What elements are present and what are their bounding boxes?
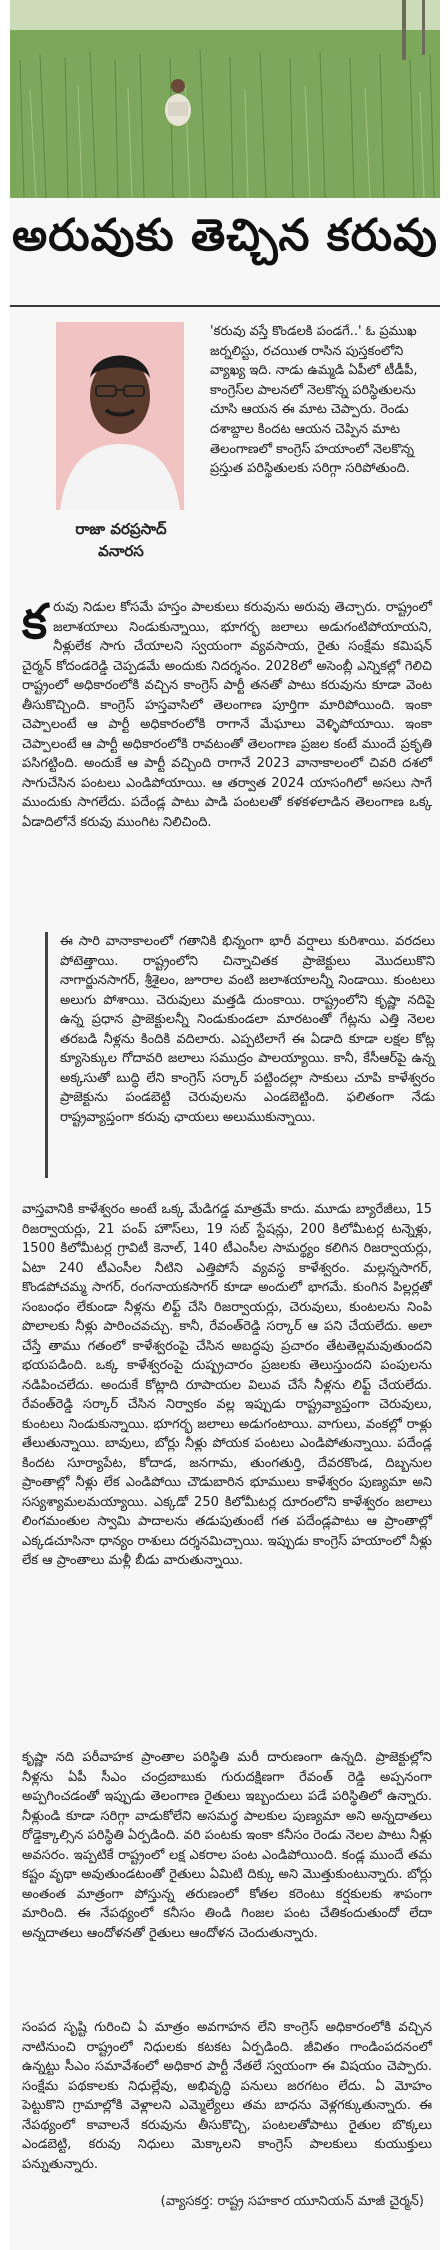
paragraph-4 [22,2018,432,2174]
highlight-box [45,932,435,1178]
author-footnote [10,2194,440,2212]
paragraph-1 [22,594,432,832]
author-portrait [56,322,184,510]
drop-cap: క [22,594,48,650]
highlight-text: ఈ సారి వానాకాలంలో గతానికి భిన్నంగా భారీ వర్షాలు కురిశాయి. వరదలు పోటెత్తాయి. రాష్ట్రంలోని చిన్నాచితక ప్రాజెక్టులు మొదలుకొని నాగార్జునసాగర్, శ్రీశైలం, జూరాల వంటి జలాశయాలన్నీ నిండాయి. కుంటలు అలుగు పోశాయి. చెరువులు మత్తడి దుంకాయి. రాష్ట్రంలోని కృష్ణా నదిపై ఉన్న ప్రధాన ప్రాజెక్టులన్నీ నిండుకుండలా మారటంతో గేట్లను ఎత్తి నెలల తరబడి నీళ్లను కిందికి వదిలారు. ఎప్పటిలాగే ఈ ఏడాది కూడా లక్షల కోట్ల క్యూసెక్కుల గోదావరి జలాలు సముద్రం పాలయ్యాయి. కానీ, కేసీఆర్‌పై ఉన్న అక్కసుతో బుద్ధి లేని కాంగ్రెస్ సర్కార్ పట్టిందల్లా సాకులు చూపి కాళేశ్వరం ప్రాజెక్టును పండబెట్టి చెరువులను ఎండబెట్టింది. ఫలితంగా నేడు రాష్ట్రవ్యాప్తంగా కరువు ఛాయలు అలుముకున్నాయి. [60,934,435,1125]
paddy-field-image [10,0,440,198]
author-place: వనారస [98,542,144,560]
article-title: అరువుకు తెచ్చిన కరువు [12,210,438,261]
author-photo [56,322,184,510]
paragraph-3 [22,1748,432,1943]
paragraph-2-text: వాస్తవానికి కాళేశ్వరం అంటే ఒక్క మేడిగడ్డ మాత్రమే కాదు. మూడు బ్యారేజీలు, 15 రిజర్వాయర్లు, 21 పంప్ హౌస్‌లు, 19 సబ్ స్టేషన్లు, 200 కిలోమీటర్ల టన్నెళ్లు, 1500 కిలోమీటర్ల గ్రావిటీ కెనాల్, 140 టీఎంసీల సామర్థ్యం కలిగిన రిజర్వాయర్లు, ఏటా 240 టీఎంసీల నీటిని ఎత్తిపోసే వ్యవస్థ కాళేశ్వరం. మల్లన్నసాగర్, కొండపోచమ్మ సాగర్, రంగనాయకసాగర్ కూడా అందులో భాగమే. కుంగిన పిల్లర్లతో సంబంధం లేకుండా నీళ్లను లిఫ్ట్ చేసి రిజర్వాయర్లు, చెరువులు, కుంటలను నింపి పొలాలకు నీళ్లు పారించవచ్చు. కానీ, రేవంత్‌రెడ్డి సర్కార్ ఆ పని చేయలేదు. అలా చేస్తే తాము గతంలో కాళేశ్వరంపై చేసిన అబద్ధపు ప్రచారం తేటతెల్లమవుతుందని భయపడింది. ఒక్క కాళేశ్వరంపై దుష్ప్రచారం ప్రజలకు తెలుస్తుందని పంపులను నడిపించలేదు. అందుకే కోట్లాది రూపాయల విలువ చేసే నీళ్లను లిఫ్ట్ చేయలేదు. రేవంత్‌రెడ్డి సర్కార్ చేసిన నిర్వాకం వల్ల ఇప్పుడు రాష్ట్రవ్యాప్తంగా చెరువులు, కుంటలు నిండుకున్నాయి. భూగర్భ జలాలు అడుగంటాయి. వాగులు, వంకల్లో రాళ్లు తేలుతున్నాయి. బావులు, బోర్లు నీళ్లు పోయక పంటలు ఎండిపోతున్నాయి. పదేండ్ల కిందట సూర్యాపేట, కోదాడ, జనగామ, తుంగతుర్తి, దేవరకొండ, దిబ్బనుల ప్రాంతాల్లో నీళ్లు లేక ఎండిపోయి చౌడుబారిన భూములు కాళేశ్వరం పుణ్యమా అని సస్యశ్యామలమయ్యాయి. ఎక్కడో 250 కిలోమీటర్ల దూరంలోని కాళేశ్వరం జలాలు లింగమంతుల స్వామి పాదాలను తడుపుతుంటే గత పదేండ్లపాటు ఆ ప్రాంతాల్లో ఎక్కడచూసినా ధాన్యం రాశులు దర్శనమిచ్చాయి. ఇప్పుడు కాంగ్రెస్ హయాంలో నీళ్లు లేక ఆ ప్రాంతాలు మళ్లీ బీడు వారుతున్నాయి. [22,1202,432,1568]
intro-column [210,322,435,479]
paragraph-3-text: కృష్ణా నది పరీవాహక ప్రాంతాల పరిస్థితి మరీ దారుణంగా ఉన్నది. ప్రాజెక్టుల్లోని నీళ్లను ఏపీ సీఎం చంద్రబాబుకు గురుదక్షిణగా రేవంత్ రెడ్డి అప్పనంగా అప్పగించడంతో ఇప్పుడు తెలంగాణ రైతులు ఇబ్బందులు పడే పరిస్థితిలో ఉన్నారు. నీళ్లుండి కూడా సరిగ్గా వాడుకోలేని అసమర్థ పాలకుల పుణ్యమా అని అన్నదాతలు రోడ్డెక్కాల్సిన పరిస్థితి ఏర్పడింది. వరి పంటకు ఇంకా కనీసం రెండు నెలల పాటు నీళ్లు అవసరం. ఇప్పటికే రాష్ట్రంలో లక్ష ఎకరాల పంట ఎండిపోయింది. కండ్ల ముందే తమ కష్టం వృథా అవుతుండటంతో రైతులు ఏమిటి దిక్కు అని మొత్తుకుంటున్నారు. బోర్లు అంతంత మాత్రంగా పోస్తున్న తరుణంలో కోతల కరెంటు కర్షకులకు శాపంగా మారింది. ఈ నేపథ్యంలో కనీసం తిండి గింజల పంట చేతికందుతుందో లేదా అన్నదాతలు ఆందోళనతో రైతులు ఆందోళన చెందుతున్నారు. [22,1750,432,1941]
author-name: రాజా వరప్రసాద్ [75,520,167,538]
farm-photo [10,0,440,198]
paragraph-2 [22,1200,432,1571]
paragraph-4-text: సంపద సృష్టి గురించి ఏ మాత్రం అవగాహన లేని కాంగ్రెస్ అధికారంలోకి వచ్చిన నాటినుంచి రాష్ట్రంలో నిధులకు కటకట ఏర్పడింది. జీవితం గాండింపదనంలో ఉన్నట్టు సీఎం సమావేశంలో అధికార పార్టీ నేతలే స్వయంగా ఈ విషయం చెప్పారు. సంక్షేమ పథకాలకు నిధుల్లేవు, అభివృద్ధి పనులు జరగటం లేదు. ఏ మోహం పెట్టుకొని గ్రామాల్లోకి వెళ్లాలని ఎమ్మెల్యేలు తమ బాధను వెళ్లగక్కుతున్నారు. ఈ నేపథ్యంలో కావాలనే కరువును తీసుకొచ్చి, పంటలతోపాటు రైతుల బొక్కలు ఎండబెట్టి, కరువు నిధులు మెక్కాలని కాంగ్రెస్ పాలకులు కుయుక్తులు పన్నుతున్నారు. [22,2020,432,2172]
intro-text: 'కరువు వస్తే కొండలకి పండగే..' ఓ ప్రముఖ జర్నలిస్టు, రచయిత రాసిన పుస్తకంలోని వ్యాఖ్య ఇది. నాడు ఉమ్మడి ఏపీలో టీడీపీ, కాంగ్రెస్‌ల పాలనలో నెలకొన్న పరిస్థితులను చూసి ఆయన ఈ మాట చెప్పారు. రెండు దశాబ్దాల కిందట ఆయన చెప్పిన మాట తెలంగాణలో కాంగ్రెస్ హయాంలో నెలకొన్న ప్రస్తుత పరిస్థితులకు సరిగ్గా సరిపోతుంది. [210,324,418,477]
page-bottom-margin [10,2222,440,2250]
paragraph-1-text: రువు నిడుల కోసమే హస్తం పాలకులు కరువును అరువు తెచ్చారు. రాష్ట్రంలో జలాశయాలు నిండుకున్నాయి, భూగర్భ జలాలు అడుగంటిపోయాయని, నీళ్లులేక సాగు చేయాలని స్వయంగా వ్యవసాయ, రైతు సంక్షేమ కమిషన్ చైర్మన్ కోదండరెడ్డి చెప్పడమే అందుకు నిదర్శనం. 2028లో అసెంబ్లీ ఎన్నికల్లో గెలిచి రాష్ట్రంలో అధికారంలోకి వచ్చిన కాంగ్రెస్ పార్టీ తనతో పాటు కరువును కూడా వెంట తీసుకొచ్చింది. కాంగ్రెస్ హస్తవాసిలో తెలంగాణ పూర్తిగా మారిపోయింది. ఇంకా చెప్పాలంటే ఆ పార్టీ అధికారంలోకి రాగానే మేఘాలు వెళ్ళిపోయాయి. ఇంకా చెప్పాలంటే ఆ పార్టీ అధికారంలోకి రావటంతో తెలంగాణ ప్రజల కంటే ముందే ప్రకృతి పసిగట్టింది. అందుకే ఆ పార్టీ వచ్చింది రాగానే 2023 వానాకాలంలో చివరి దశలో సాగుచేసిన పంటలు ఎండిపోయాయి. ఆ తర్వాత 2024 యాసంగిలో అసలు సాగే ముందుకు సాగలేదు. పదేండ్ల పాటు పాడి పంటలతో కళకళలాడిన తెలంగాణ ఒక్క ఏడాదిలోనే కరువు ముంగిట నిలిచింది. [22,600,432,830]
article-page [10,0,440,2250]
title-divider [10,305,440,307]
author-footnote-text: (వ్యాసకర్త: రాష్ట్ర సహకార యూనియన్ మాజీ చైర్మన్) [160,2194,424,2209]
